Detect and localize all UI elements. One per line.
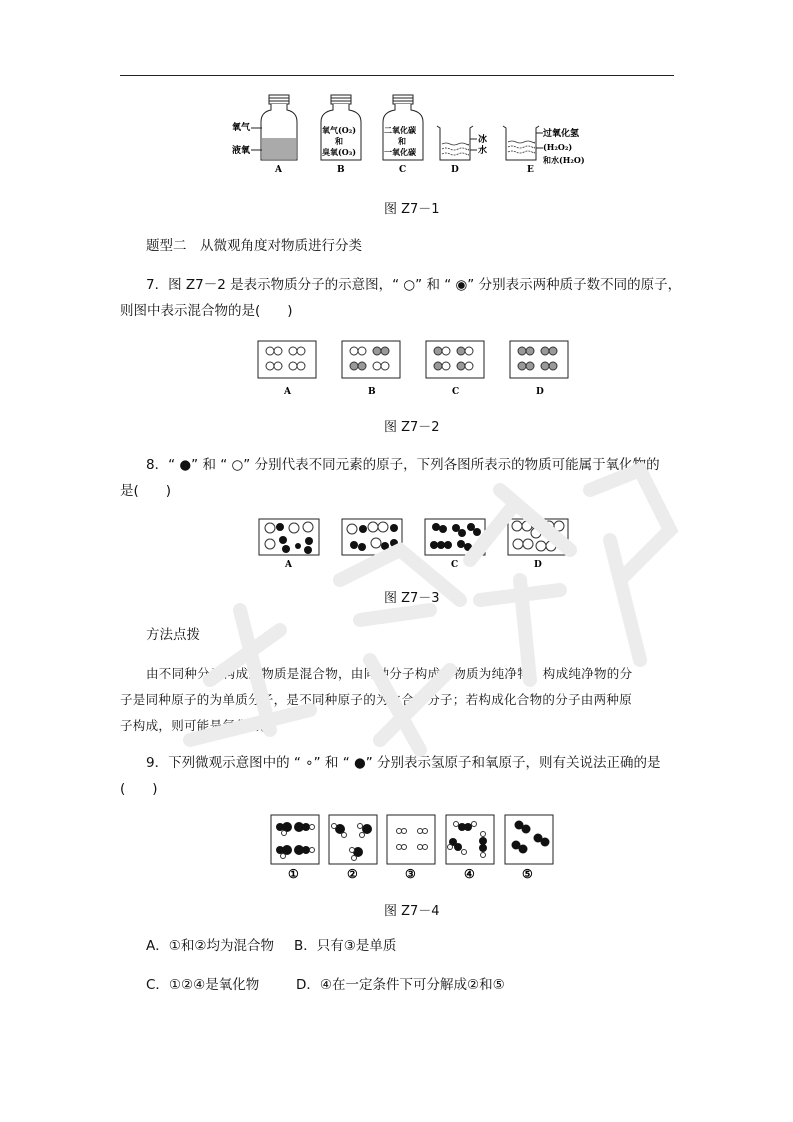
q9-option-a[interactable]: A．①和②均为混合物	[146, 938, 274, 954]
header-rule	[120, 75, 674, 76]
fig2-label-c: C	[452, 387, 460, 397]
bottle-c-line1: 二氧化碳	[384, 125, 416, 135]
fig3-label-b: B	[368, 560, 376, 570]
fig-z7-2-caption: 图 Z7－2	[384, 420, 440, 435]
q9-option-d[interactable]: D．④在一定条件下可分解成②和⑤	[296, 977, 505, 993]
fig-z7-3-caption: 图 Z7－3	[384, 591, 440, 606]
fig2-box-a	[258, 341, 316, 378]
fig2-box-c	[426, 341, 484, 378]
fig2-label-b: B	[368, 387, 376, 397]
q9-line1: 9．下列微观示意图中的 “ ∘” 和 “ ●” 分别表示氢原子和氧原子，则有关说法正确的是	[146, 755, 661, 771]
fig2-box-b	[342, 341, 400, 378]
fig2-label-a: A	[284, 387, 291, 397]
fig4-box-2	[329, 815, 377, 864]
fig3-box-a	[259, 519, 319, 555]
figure-z7-2	[255, 338, 575, 400]
method-line1: 由不同种分子构成的物质是混合物，由同种分子构成的物质为纯净物。构成纯净物的分	[146, 666, 633, 681]
method-line2: 子是同种原子的为单质分子，是不同种原子的为化合物分子；若构成化合物的分子由两种原	[120, 692, 633, 707]
fig3-box-b	[342, 519, 402, 555]
fig4-box-4	[446, 815, 494, 864]
method-title: 方法点拨	[146, 627, 200, 643]
beaker-d-line2: 水	[478, 146, 488, 156]
bottle-c-letter: C	[399, 165, 407, 175]
fig-z7-4-caption: 图 Z7－4	[384, 904, 440, 919]
beaker-e	[503, 126, 543, 160]
method-line3: 子构成，则可能是氧化物。	[120, 718, 274, 733]
fig4-label-4: ④	[464, 867, 475, 881]
beaker-e-line1: 过氧化氢	[543, 129, 580, 139]
q9-option-b[interactable]: B．只有③是单质	[294, 938, 397, 954]
bottle-a-letter: A	[275, 165, 282, 175]
fig4-label-2: ②	[347, 867, 358, 881]
fig4-label-3: ③	[405, 867, 416, 881]
bottle-b-line1: 氧气(O₂)	[322, 125, 357, 135]
fig2-box-d	[510, 341, 568, 378]
fig4-box-1	[271, 815, 319, 864]
beaker-d-letter: D	[451, 165, 459, 175]
figure-z7-4	[268, 812, 558, 884]
bottle-c-line3: 一氧化碳	[384, 147, 416, 157]
fig3-box-d	[508, 519, 568, 555]
beaker-d-line1: 冰	[478, 135, 488, 145]
beaker-e-line2: (H₂O₂)	[543, 142, 573, 152]
q8-line1: 8．“ ●” 和 “ ○” 分别代表不同元素的原子，下列各图所表示的物质可能属于氧化物的	[146, 457, 660, 473]
q9-line2: ( )	[120, 781, 158, 797]
beaker-d	[437, 126, 477, 160]
fig3-label-d: D	[534, 560, 542, 570]
q8-line2: 是( )	[120, 483, 172, 499]
fig4-box-3	[387, 815, 435, 864]
section-2-title: 题型二 从微观角度对物质进行分类	[146, 238, 362, 254]
bottle-b-line2: 和	[335, 136, 343, 146]
fig4-label-5: ⑤	[522, 867, 533, 881]
fig4-box-5	[505, 815, 553, 864]
bottle-b-line3: 臭氧(O₃)	[322, 147, 357, 157]
bottle-a-top-label: 氧气	[232, 123, 251, 133]
beaker-e-line3: 和水(H₂O)	[543, 155, 585, 165]
fig3-label-a: A	[285, 560, 292, 570]
figure-z7-1	[225, 92, 605, 187]
q7-line2: 则图中表示混合物的是( )	[120, 303, 293, 319]
q9-option-c[interactable]: C．①②④是氧化物	[146, 977, 260, 993]
fig-z7-1-caption: 图 Z7－1	[384, 202, 440, 217]
fig2-label-d: D	[536, 387, 544, 397]
bottle-b-letter: B	[337, 165, 345, 175]
q7-line1: 7．图 Z7－2 是表示物质分子的示意图，“ ○” 和 “ ◉” 分别表示两种质子数不同的原子，	[146, 277, 682, 293]
bottle-a-bottom-label: 液氧	[232, 146, 251, 156]
beaker-e-letter: E	[527, 165, 534, 175]
figure-z7-3	[256, 516, 572, 572]
fig4-label-1: ①	[288, 867, 299, 881]
fig3-box-c	[425, 519, 485, 555]
bottle-c-line2: 和	[398, 136, 406, 146]
fig3-label-c: C	[451, 560, 459, 570]
bottle-a	[251, 95, 297, 160]
